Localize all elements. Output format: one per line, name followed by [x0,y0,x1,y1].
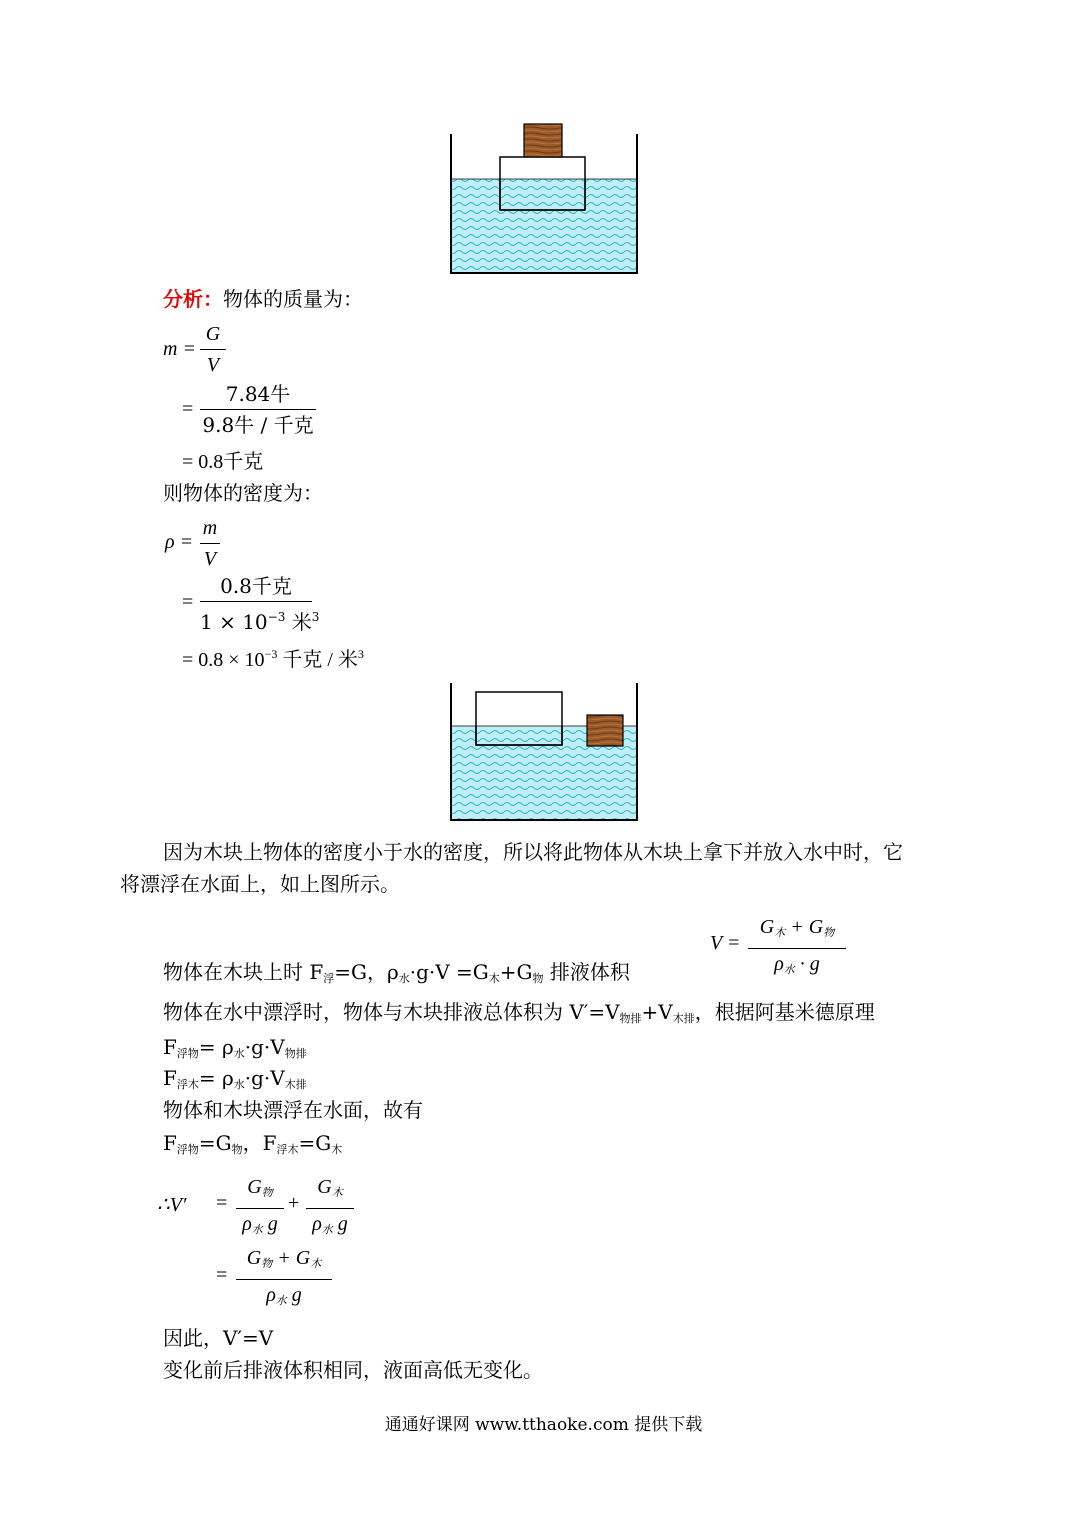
therefore-fraction-2: $G_木$ $\rho_水$ g [306,1175,354,1242]
mass-result: = 0.8千克 [182,451,264,473]
v-formula-lhs: V = [710,932,741,954]
therefore-fraction-1: $G_物$ $\rho_水$ g [236,1175,284,1242]
eq-sign: = [216,1264,228,1286]
density-lhs: ρ = [165,531,194,553]
line-both-float: 物体和木块漂浮在水面，故有 [163,1098,423,1122]
conclusion-line-1: 因此，V′=V [163,1326,274,1350]
therefore-lhs: ∴V′ [157,1194,187,1216]
plus-sign: + [288,1192,300,1214]
f-object-line: $F_{浮物}= \rho_水\cdot g\cdot V_{物排}$ [163,1035,307,1060]
para1-line1: 因为木块上物体的密度小于水的密度，所以将此物体从木块上拿下并放入水中时，它 [163,840,903,864]
analysis-label: 分析： [163,287,223,311]
line-float: 物体在水中漂浮时，物体与木块排液总体积为 $V'=V_{物排}+V_{木排}$，根据阿基米德原理 [163,1000,875,1025]
density-fraction-1: m V [200,516,220,571]
mass-fraction-1: G V [200,322,226,377]
conclusion-line-2: 变化前后排液体积相同，液面高低无变化。 [163,1358,543,1382]
v-formula-fraction: $G_木 + G_物$ $\rho_水 \cdot g$ [748,915,846,982]
line-on-block: 物体在木块上时 $F_浮=G$，$\rho_水\cdot g\cdot V =G_木+G_物$ 排液体积 [163,960,630,985]
therefore-fraction-3: $G_物 + G_木$ $\rho_水$ g [236,1246,332,1313]
para1-line2: 将漂浮在水面上，如上图所示。 [120,872,400,896]
density-fraction-2: 0.8千克 $1 \times 10^{-3}$ 米$^3$ [200,574,320,634]
footer-credit: 通通好课网 www.tthaoke.com 提供下载 [384,1415,703,1435]
analysis-line [163,287,363,311]
eq-sign: = [182,591,194,613]
eq-sign: = [182,398,194,420]
eq-sign: = [216,1192,228,1214]
mass-intro: 物体的质量为： [223,287,363,311]
mass-lhs: m = [163,338,196,360]
equilibrium-line: $F_{浮物}=G_物$，$F_{浮木}=G_木$ [163,1131,343,1156]
density-intro: 则物体的密度为： [163,481,323,505]
density-result: = $0.8 \times 10^{-3}$ 千克 / 米$^3$ [182,647,364,671]
mass-fraction-2: 7.84牛 9.8牛 / 千克 [200,382,316,437]
f-wood-line: $F_{浮木}= \rho_水\cdot g\cdot V_{木排}$ [163,1066,307,1091]
